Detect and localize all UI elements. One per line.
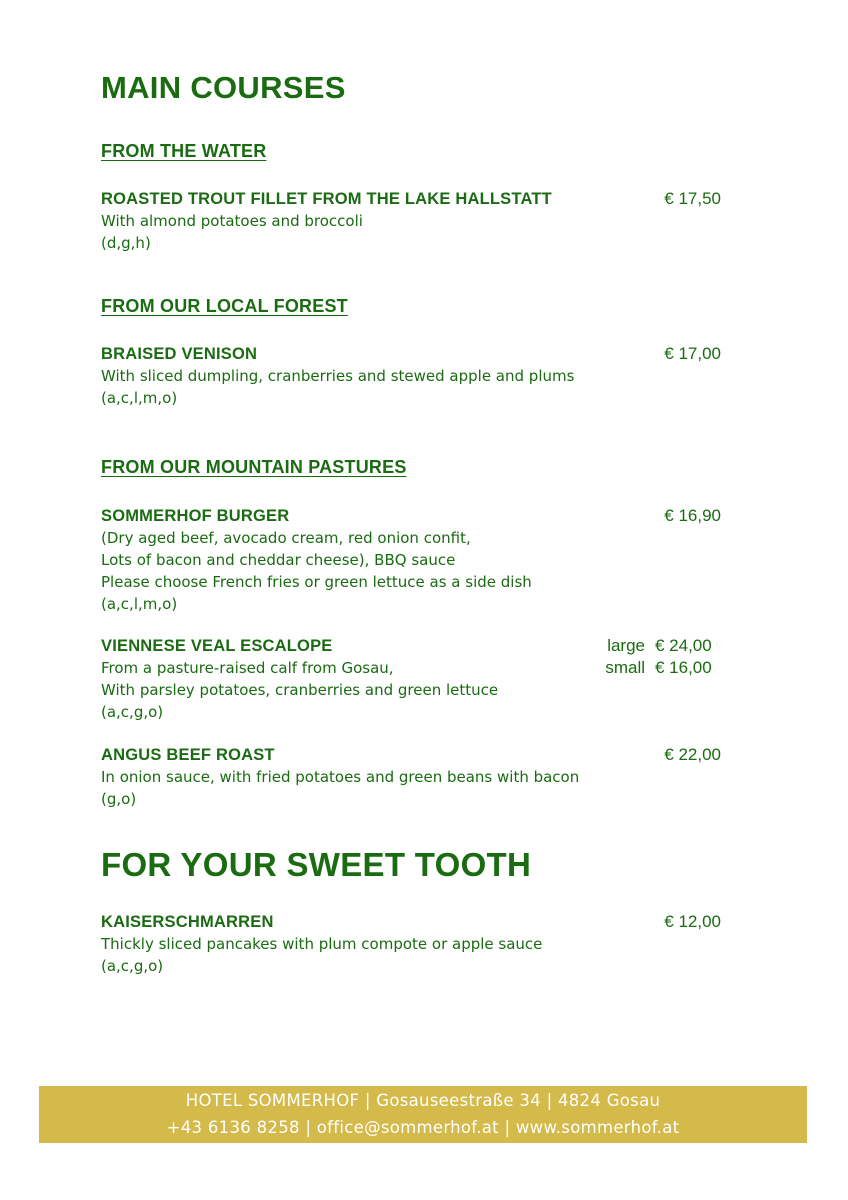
item-name: SOMMERHOF BURGER — [101, 507, 290, 525]
menu-item-venison — [101, 343, 721, 409]
item-price: € 12,00 — [664, 912, 721, 931]
section-heading-pastures: FROM OUR MOUNTAIN PASTURES — [101, 457, 407, 477]
item-price: € 17,50 — [664, 189, 721, 208]
menu-item-angus-roast — [101, 744, 721, 810]
size-label: small — [605, 658, 645, 677]
item-description: Lots of bacon and cheddar cheese), BBQ sauce — [101, 551, 456, 569]
footer-bar — [39, 1086, 807, 1143]
item-description: (Dry aged beef, avocado cream, red onion confit, — [101, 529, 471, 547]
size-label: large — [607, 636, 645, 655]
item-description: Thickly sliced pancakes with plum compote or apple sauce — [101, 935, 543, 953]
item-description: With almond potatoes and broccoli — [101, 212, 363, 230]
item-allergens: (a,c,l,m,o) — [101, 595, 178, 613]
item-price-list — [605, 635, 721, 679]
price-row-large — [605, 635, 721, 657]
menu-item-veal-escalope — [101, 635, 721, 723]
section-heading-water: FROM THE WATER — [101, 141, 267, 161]
item-name: BRAISED VENISON — [101, 345, 258, 363]
item-description: With parsley potatoes, cranberries and green lettuce — [101, 681, 499, 699]
item-allergens: (a,c,g,o) — [101, 703, 164, 721]
price-row-small — [605, 657, 721, 679]
dessert-title: FOR YOUR SWEET TOOTH — [101, 846, 532, 883]
item-description: With sliced dumpling, cranberries and stewed apple and plums — [101, 367, 575, 385]
item-price: € 24,00 — [655, 636, 712, 655]
item-allergens: (a,c,l,m,o) — [101, 389, 178, 407]
item-name: VIENNESE VEAL ESCALOPE — [101, 637, 333, 655]
item-name: KAISERSCHMARREN — [101, 913, 274, 931]
menu-item-kaiserschmarren — [101, 911, 721, 977]
item-description: From a pasture-raised calf from Gosau, — [101, 659, 394, 677]
section-heading-forest: FROM OUR LOCAL FOREST — [101, 296, 348, 316]
item-name: ROASTED TROUT FILLET FROM THE LAKE HALLSTATT — [101, 190, 552, 208]
item-name: ANGUS BEEF ROAST — [101, 746, 275, 764]
menu-item-burger — [101, 505, 721, 615]
item-description: In onion sauce, with fried potatoes and green beans with bacon — [101, 768, 580, 786]
item-price: € 16,90 — [664, 506, 721, 525]
main-courses-title: MAIN COURSES — [101, 70, 346, 105]
item-allergens: (a,c,g,o) — [101, 957, 164, 975]
item-description: Please choose French fries or green lettuce as a side dish — [101, 573, 532, 591]
item-price: € 16,00 — [655, 658, 712, 677]
item-price: € 22,00 — [664, 745, 721, 764]
item-allergens: (d,g,h) — [101, 234, 151, 252]
footer-contact: +43 6136 8258 | office@sommerhof.at | www.sommerhof.at — [166, 1118, 680, 1137]
item-allergens: (g,o) — [101, 790, 137, 808]
menu-item-trout — [101, 188, 721, 254]
footer-address: HOTEL SOMMERHOF | Gosauseestraße 34 | 4824 Gosau — [185, 1091, 661, 1110]
item-price: € 17,00 — [664, 344, 721, 363]
